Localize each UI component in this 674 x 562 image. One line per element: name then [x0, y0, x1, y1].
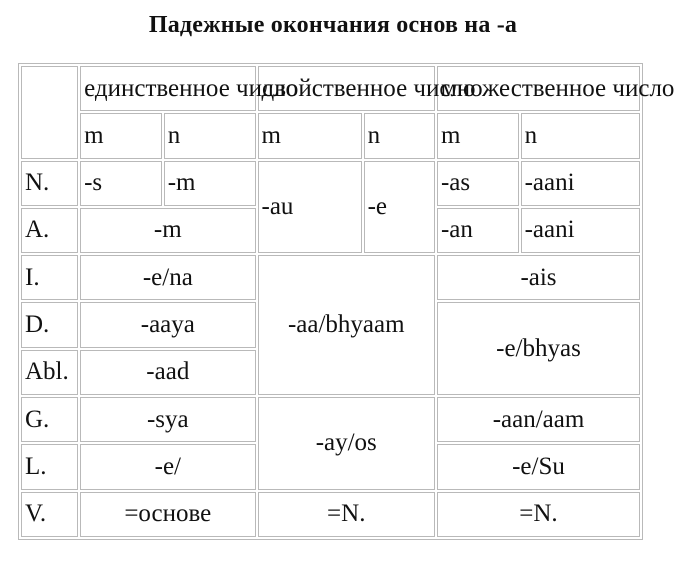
header-row-number: [21, 66, 640, 111]
header-singular: единственное число: [80, 66, 255, 111]
case-label-g: G.: [21, 397, 78, 442]
cell-g-sg: -sya: [80, 397, 255, 442]
cell-a-pl-m: -an: [437, 208, 519, 253]
cell-na-du-m: -au: [258, 161, 362, 254]
declension-table: [18, 63, 674, 540]
case-label-v: V.: [21, 492, 78, 537]
header-sg-m: m: [80, 113, 162, 158]
header-dual: двойственное число: [258, 66, 435, 111]
table-title: Падежные окончания основ на -а: [148, 12, 518, 38]
row-vocative: [21, 492, 640, 537]
header-du-n: n: [364, 113, 435, 158]
header-row-gender: [21, 113, 640, 158]
cell-n-pl-m: -as: [437, 161, 519, 206]
cell-i-pl: -ais: [437, 255, 640, 300]
case-label-n: N.: [21, 161, 78, 206]
cell-gl-du: -ay/os: [258, 397, 435, 490]
cell-g-pl: -aan/aam: [437, 397, 640, 442]
cell-l-sg: -e/: [80, 444, 255, 489]
cell-a-sg: -m: [80, 208, 255, 253]
cell-d-sg: -aaya: [80, 302, 255, 347]
cell-na-du-n: -e: [364, 161, 435, 254]
cell-i-sg: -e/na: [80, 255, 255, 300]
cell-abl-sg: -aad: [80, 350, 255, 395]
case-label-l: L.: [21, 444, 78, 489]
header-sg-n: n: [164, 113, 256, 158]
cell-n-sg-n: -m: [164, 161, 256, 206]
case-label-i: I.: [21, 255, 78, 300]
cell-idabl-du: -aa/bhyaam: [258, 255, 435, 395]
cell-v-sg: =основе: [80, 492, 255, 537]
cell-n-pl-n: -aani: [521, 161, 640, 206]
cell-a-pl-n: -aani: [521, 208, 640, 253]
header-pl-m: m: [437, 113, 519, 158]
corner-cell: [21, 66, 78, 159]
row-nominative: [21, 161, 640, 206]
case-label-abl: Abl.: [21, 350, 78, 395]
header-pl-n: n: [521, 113, 640, 158]
cell-v-pl: =N.: [437, 492, 640, 537]
case-label-a: A.: [21, 208, 78, 253]
header-du-m: m: [258, 113, 362, 158]
cell-dabl-pl: -e/bhyas: [437, 302, 640, 395]
row-instrumental: [21, 255, 640, 300]
cell-n-sg-m: -s: [80, 161, 162, 206]
row-genitive: [21, 397, 640, 442]
cell-l-pl: -e/Su: [437, 444, 640, 489]
header-plural: множественное число: [437, 66, 640, 111]
cell-v-du: =N.: [258, 492, 435, 537]
case-label-d: D.: [21, 302, 78, 347]
